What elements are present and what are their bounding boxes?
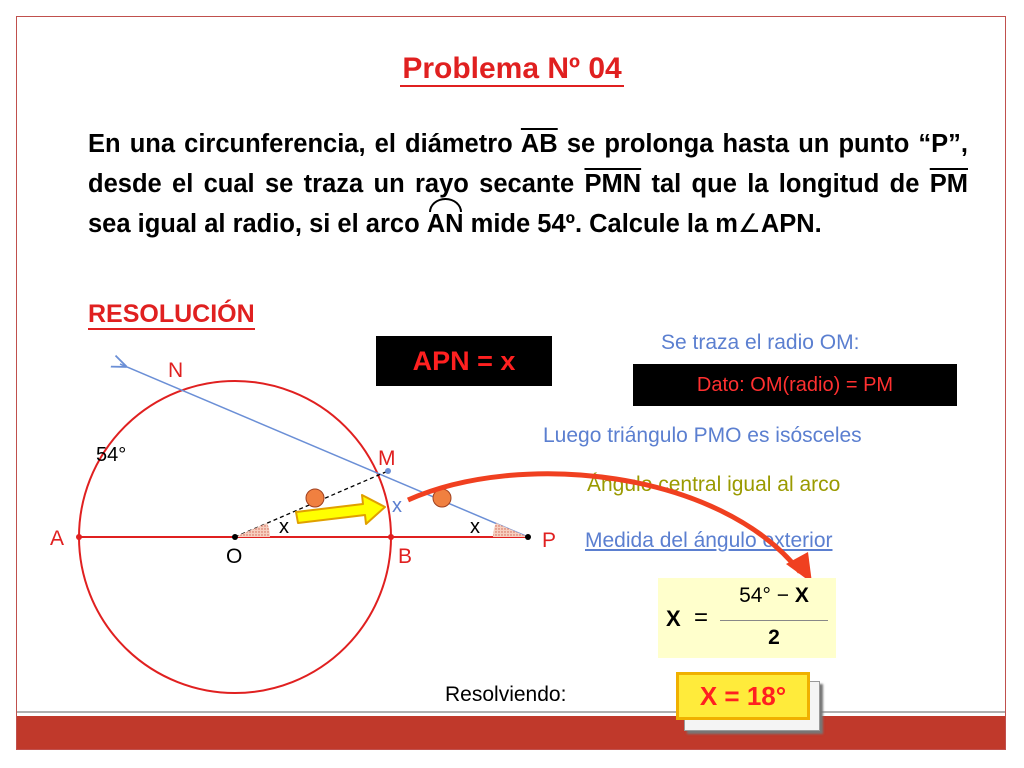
formula-box [658, 578, 836, 658]
note-angulo-central: Ángulo central igual al arco [587, 473, 841, 496]
numerator-minus: − [776, 584, 789, 607]
apn-definition-box: APN = x [376, 336, 552, 386]
label-b: B [398, 545, 413, 568]
statement-part-2: se prolonga hasta un punto “P”, desde el cual se traza un rayo secante [88, 130, 968, 198]
segment-pm: $\overline{PM}$ [929, 170, 968, 198]
formula-equals: = [694, 604, 709, 631]
statement-part-5: mide 54º. Calcule la m [463, 210, 738, 238]
dato-box: Dato: OM(radio) = PM [633, 364, 957, 406]
segment-ab: $\overline{AB}$ [520, 130, 558, 158]
curved-arrow [408, 474, 800, 572]
numerator-x: X [794, 584, 809, 607]
angle-symbol: ∠ [737, 210, 761, 238]
point-b [388, 534, 394, 540]
label-m: M [378, 447, 396, 470]
label-n: N [168, 359, 184, 382]
angle-p-shading [493, 523, 528, 537]
statement-part-6: APN. [760, 210, 822, 238]
resolucion-text: RESOLUCIÓN [88, 300, 255, 328]
point-a [76, 534, 82, 540]
fraction-bar [720, 620, 828, 621]
label-p: P [542, 529, 557, 552]
label-x-at-o: x [279, 516, 289, 538]
equal-segment-marker-left [306, 489, 324, 507]
statement-part-1: En una circunferencia, el diámetro [88, 130, 521, 158]
angle-o-shading [235, 523, 270, 537]
point-o [232, 534, 238, 540]
answer-box: X = 18° [676, 672, 810, 720]
label-a: A [50, 527, 65, 550]
segment-pmn: $\overline{PMN}$ [584, 170, 642, 198]
note-radio: Se traza el radio OM: [661, 331, 860, 354]
label-x-at-p: x [470, 516, 480, 538]
note-isosceles: Luego triángulo PMO es isósceles [543, 424, 862, 447]
label-o: O [226, 545, 243, 568]
arc-an: AN [427, 204, 464, 244]
title-text: Problema Nº 04 [402, 52, 622, 85]
note-angulo-exterior: Medida del ángulo exterior [585, 529, 833, 552]
formula-lhs: X [666, 606, 681, 631]
formula-denominator: 2 [768, 626, 780, 649]
label-arc-54: 54° [96, 444, 127, 466]
point-p [525, 534, 531, 540]
resolviendo-label: Resolviendo: [445, 683, 567, 706]
statement-part-3: tal que la longitud de [641, 170, 930, 198]
label-x-at-m: x [392, 495, 402, 517]
statement-part-4: sea igual al radio, si el arco [88, 210, 427, 238]
numerator-54: 54° [739, 584, 771, 607]
formula-numerator [720, 584, 828, 608]
